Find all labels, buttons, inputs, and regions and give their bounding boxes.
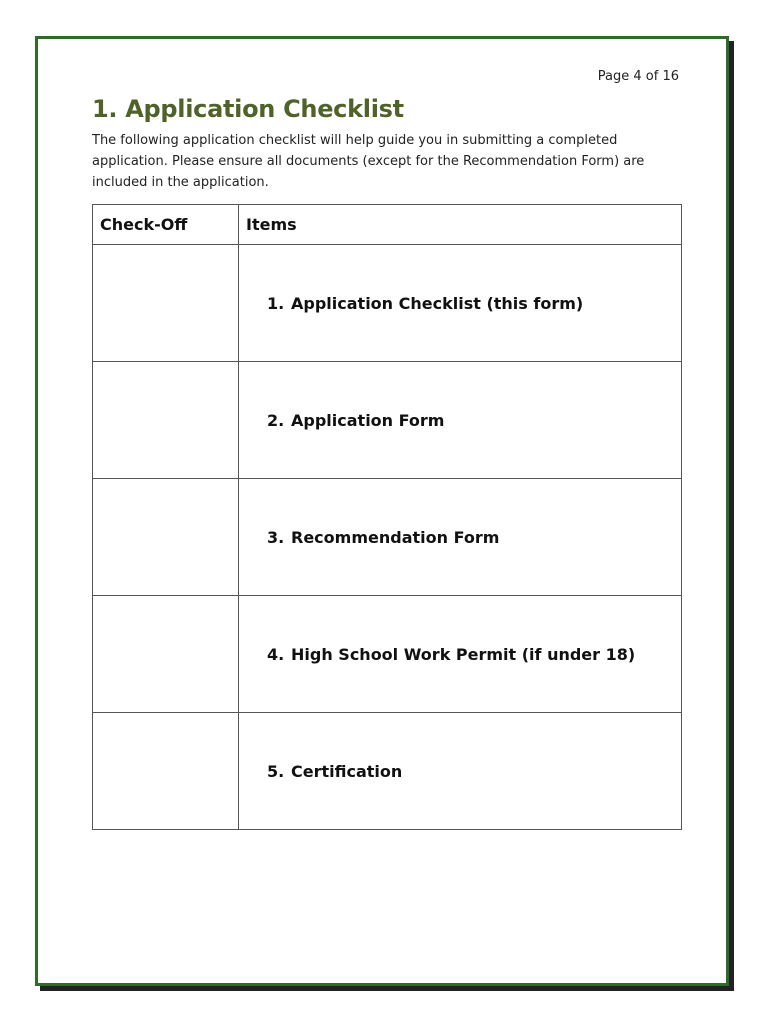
table-row	[93, 245, 682, 362]
item-cell-4	[239, 596, 682, 713]
table-row	[93, 362, 682, 479]
section-title: 1. Application Checklist	[92, 95, 404, 123]
item-label: Recommendation Form	[291, 527, 500, 547]
application-checklist-table	[92, 204, 682, 830]
item-label: High School Work Permit (if under 18)	[291, 644, 636, 664]
check-off-cell-1[interactable]	[93, 245, 239, 362]
check-off-cell-3[interactable]	[93, 479, 239, 596]
page-number: Page 4 of 16	[597, 69, 679, 84]
item-number: 5.	[267, 761, 285, 781]
item-cell-1	[239, 245, 682, 362]
item-label: Application Checklist (this form)	[291, 293, 584, 313]
item-label: Application Form	[291, 410, 445, 430]
item-cell-3	[239, 479, 682, 596]
intro-paragraph: The following application checklist will help guide you in submitting a completed application. Please ensure all documents (except for the Recommendation Form) are included in the application.	[92, 133, 645, 190]
table-row	[93, 596, 682, 713]
table-header-row	[93, 205, 682, 245]
header-check-off: Check-Off	[93, 205, 239, 245]
item-label: Certification	[291, 761, 403, 781]
check-off-cell-2[interactable]	[93, 362, 239, 479]
table-row	[93, 479, 682, 596]
page-frame	[35, 36, 729, 986]
check-off-cell-5[interactable]	[93, 713, 239, 830]
check-off-cell-4[interactable]	[93, 596, 239, 713]
item-number: 3.	[267, 527, 285, 547]
item-number: 2.	[267, 410, 285, 430]
item-cell-5	[239, 713, 682, 830]
table-row	[93, 713, 682, 830]
item-number: 4.	[267, 644, 285, 664]
item-cell-2	[239, 362, 682, 479]
item-number: 1.	[267, 293, 285, 313]
header-items: Items	[239, 205, 682, 245]
